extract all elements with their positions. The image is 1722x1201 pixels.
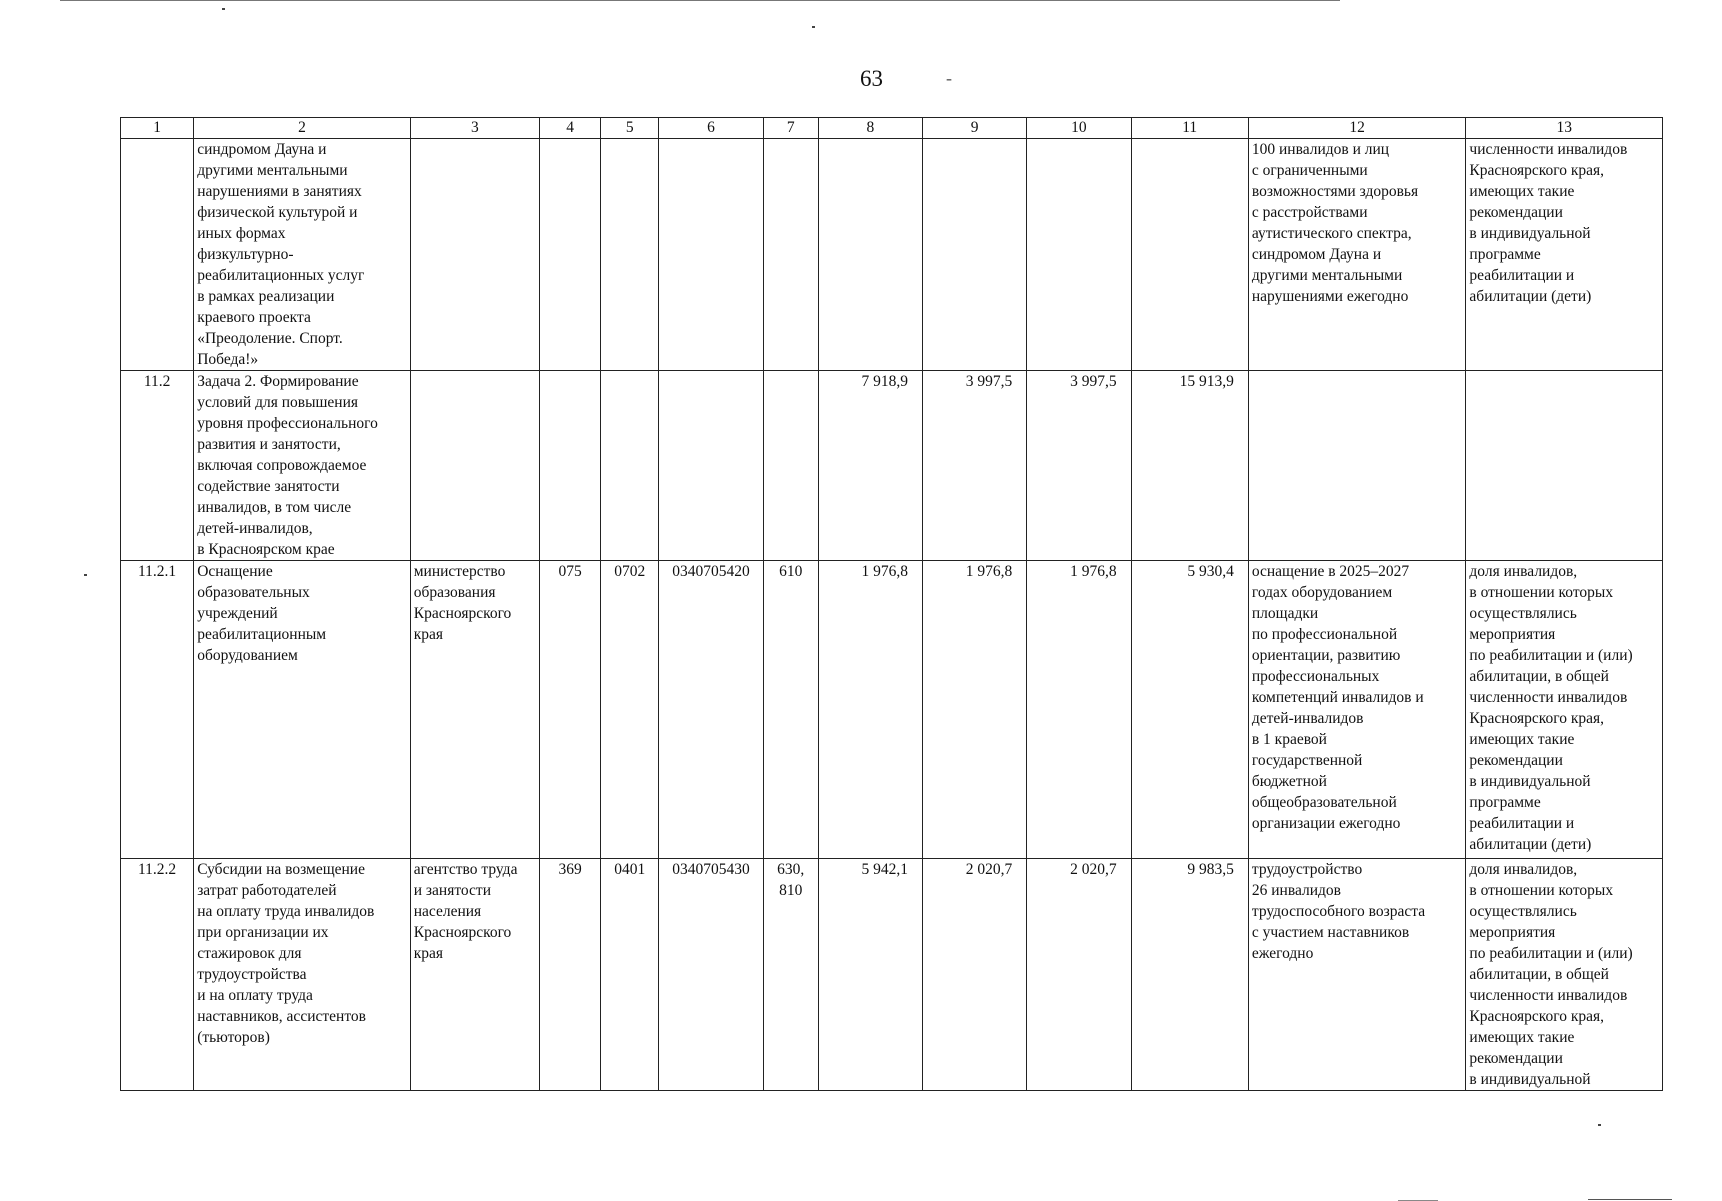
column-header: 13: [1466, 118, 1663, 139]
cell-amount-year1: [818, 139, 922, 371]
cell-code-grbs: 075: [540, 561, 601, 859]
cell-indicator: доля инвалидов, в отношении которых осуществлялись мероприятия по реабилитации и (или) абилитации, в общей численности инвалидов Красноярского края, имеющих такие рекомендации в индивидуальной программе реабилитации и абилитации (дети): [1466, 561, 1663, 859]
cell-agency: [410, 371, 539, 561]
cell-code-vr: [763, 371, 818, 561]
table-header-row: [121, 118, 1663, 139]
cell-expected-result: 100 инвалидов и лиц с ограниченными возможностями здоровья с расстройствами аутистического спектра, синдромом Дауна и другими ментальными нарушениями ежегодно: [1248, 139, 1466, 371]
cell-code-csr: 0340705430: [659, 859, 763, 1091]
cell-amount-year3: [1027, 139, 1131, 371]
column-header: 1: [121, 118, 194, 139]
cell-amount-year3: 3 997,5: [1027, 371, 1131, 561]
cell-item-number: 11.2: [121, 371, 194, 561]
scan-speck: [222, 8, 225, 10]
cell-expected-result: [1248, 371, 1466, 561]
cell-description: Оснащение образовательных учреждений реабилитационным оборудованием: [194, 561, 411, 859]
table-row: [121, 371, 1663, 561]
cell-indicator: [1466, 371, 1663, 561]
cell-code-grbs: 369: [540, 859, 601, 1091]
cell-amount-year3: 2 020,7: [1027, 859, 1131, 1091]
column-header: 10: [1027, 118, 1131, 139]
column-header: 3: [410, 118, 539, 139]
cell-description: Субсидии на возмещение затрат работодателей на оплату труда инвалидов при организации их стажировок для трудоустройства и на оплату труда наставников, ассистентов (тьюторов): [194, 859, 411, 1091]
cell-expected-result: оснащение в 2025–2027 годах оборудованием площадки по профессиональной ориентации, развитию профессиональных компетенций инвалидов и детей-инвалидов в 1 краевой государственной бюджетной общеобразовательной организации ежегодно: [1248, 561, 1466, 859]
cell-code-csr: 0340705420: [659, 561, 763, 859]
table-row: [121, 859, 1663, 1091]
table-row: [121, 561, 1663, 859]
cell-amount-total: 5 930,4: [1131, 561, 1248, 859]
cell-code-csr: [659, 371, 763, 561]
cell-code-vr: 610: [763, 561, 818, 859]
cell-amount-year2: [923, 139, 1027, 371]
cell-item-number: 11.2.2: [121, 859, 194, 1091]
column-header: 2: [194, 118, 411, 139]
cell-code-grbs: [540, 139, 601, 371]
column-header: 11: [1131, 118, 1248, 139]
table-row: [121, 139, 1663, 371]
cell-item-number: [121, 139, 194, 371]
cell-description: синдромом Дауна и другими ментальными нарушениями в занятиях физической культурой и иных формах физкультурно- реабилитационных услуг в рамках реализации краевого проекта «Преодоление. Спорт. Победа!»: [194, 139, 411, 371]
column-header: 5: [601, 118, 659, 139]
column-header: 6: [659, 118, 763, 139]
cell-agency: министерство образования Красноярского края: [410, 561, 539, 859]
cell-indicator: доля инвалидов, в отношении которых осуществлялись мероприятия по реабилитации и (или) абилитации, в общей численности инвалидов Красноярского края, имеющих такие рекомендации в индивидуальной: [1466, 859, 1663, 1091]
cell-code-grbs: [540, 371, 601, 561]
cell-agency: агентство труда и занятости населения Красноярского края: [410, 859, 539, 1091]
column-header: 9: [923, 118, 1027, 139]
cell-amount-year1: 5 942,1: [818, 859, 922, 1091]
page-number: 63: [860, 66, 883, 91]
cell-code-vr: 630, 810: [763, 859, 818, 1091]
cell-code-vr: [763, 139, 818, 371]
cell-amount-year1: 7 918,9: [818, 371, 922, 561]
scan-speck: [1598, 1124, 1601, 1126]
cell-amount-year2: 2 020,7: [923, 859, 1027, 1091]
scan-speck: [84, 574, 87, 576]
cell-amount-total: [1131, 139, 1248, 371]
cell-amount-year3: 1 976,8: [1027, 561, 1131, 859]
column-header: 7: [763, 118, 818, 139]
cell-code-rzpr: [601, 139, 659, 371]
scan-mark: -: [946, 68, 952, 88]
cell-amount-year1: 1 976,8: [818, 561, 922, 859]
cell-agency: [410, 139, 539, 371]
cell-code-rzpr: 0702: [601, 561, 659, 859]
cell-indicator: численности инвалидов Красноярского края, имеющих такие рекомендации в индивидуальной программе реабилитации и абилитации (дети): [1466, 139, 1663, 371]
column-header: 4: [540, 118, 601, 139]
cell-amount-year2: 1 976,8: [923, 561, 1027, 859]
budget-table: [120, 117, 1663, 1091]
cell-amount-total: 15 913,9: [1131, 371, 1248, 561]
scan-top-rule: [60, 0, 1340, 1]
cell-description: Задача 2. Формирование условий для повышения уровня профессионального развития и занятости, включая сопровождаемое содействие занятости инвалидов, в том числе детей-инвалидов, в Красноярском крае: [194, 371, 411, 561]
column-header: 8: [818, 118, 922, 139]
cell-amount-year2: 3 997,5: [923, 371, 1027, 561]
cell-code-rzpr: [601, 371, 659, 561]
column-header: 12: [1248, 118, 1466, 139]
cell-code-csr: [659, 139, 763, 371]
cell-expected-result: трудоустройство 26 инвалидов трудоспособного возраста с участием наставников ежегодно: [1248, 859, 1466, 1091]
scan-speck: [812, 26, 815, 28]
cell-code-rzpr: 0401: [601, 859, 659, 1091]
cell-item-number: 11.2.1: [121, 561, 194, 859]
cell-amount-total: 9 983,5: [1131, 859, 1248, 1091]
